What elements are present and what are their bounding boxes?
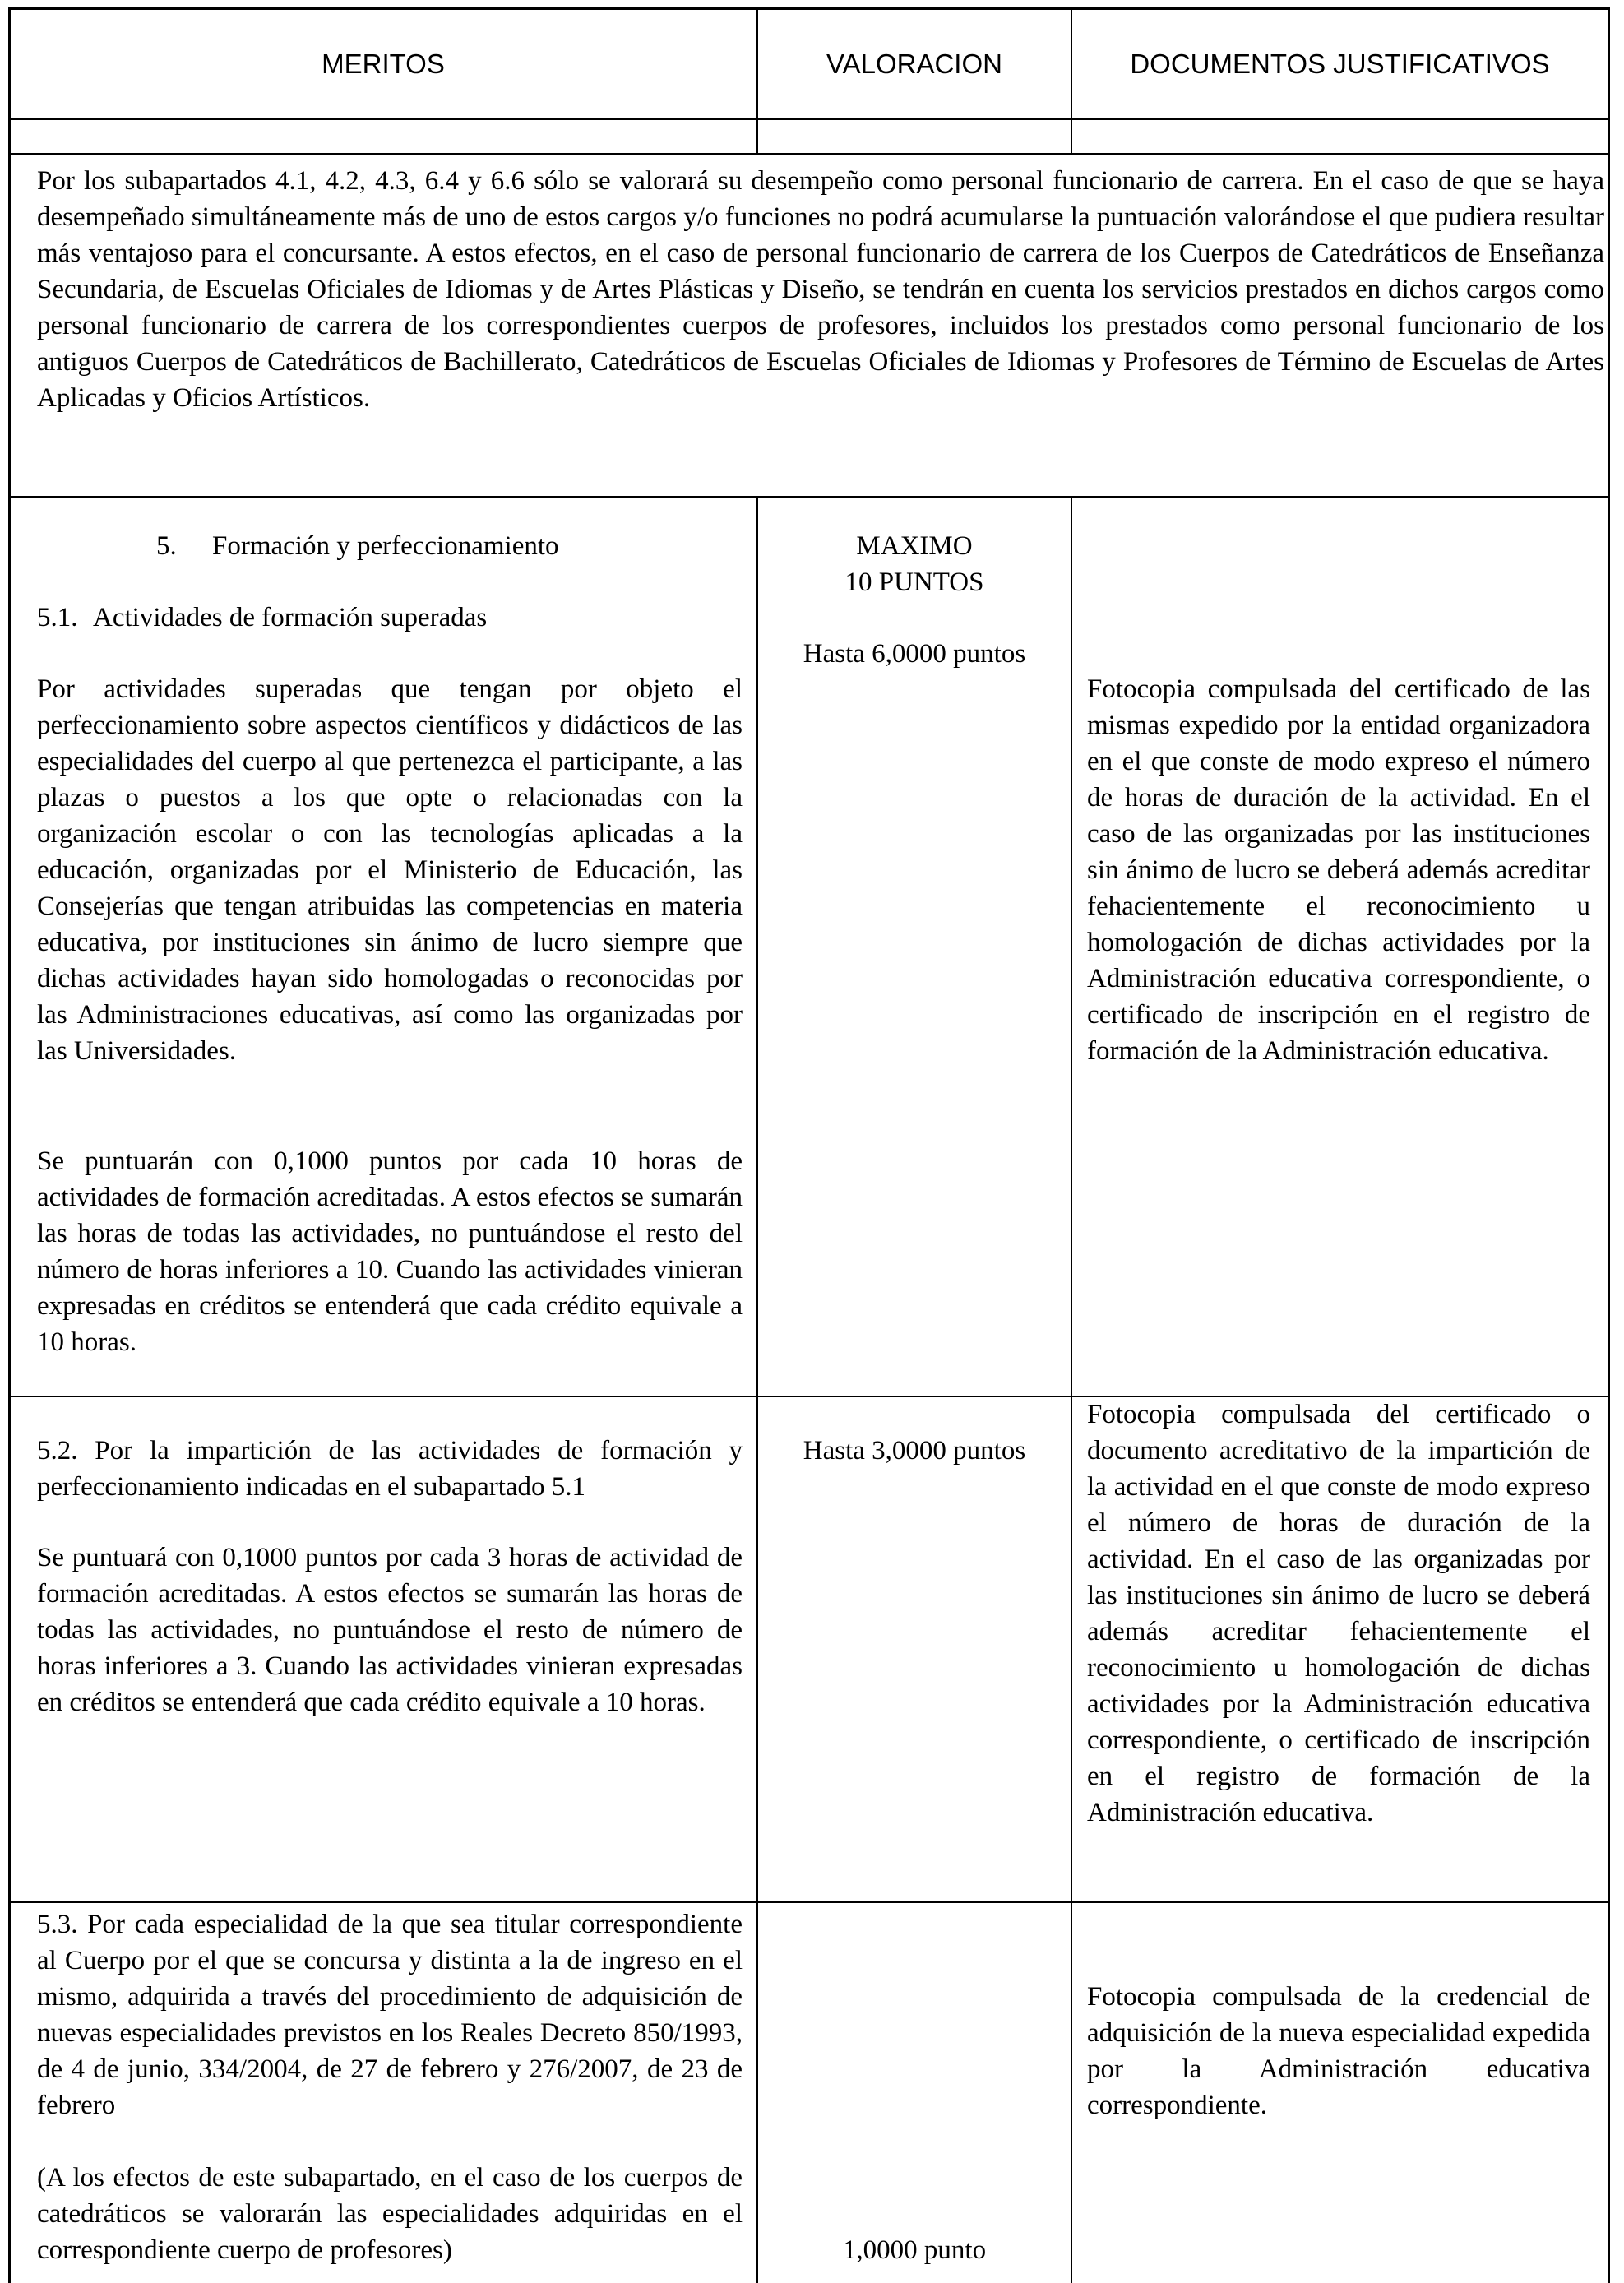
row-divider-5-2: [8, 1901, 1609, 1903]
subsection-5-1-heading: [37, 600, 744, 636]
documents-5-2: Fotocopia compulsada del certificado o documento acreditativo de la impartición de la actividad en el que conste de modo expreso el número de horas de duración de la actividad. En el caso de las organizadas por las instituciones sin ánimo de lucro se deberá además acreditar fehacientemente el reconocimiento u homologación de dichas actividades por la Administración educativa correspondiente, o certificado de inscripción en el registro de formación de la Administración educativa.: [1087, 1400, 1590, 1827]
note-paragraph: Por los subapartados 4.1, 4.2, 4.3, 6.4 y 6.6 sólo se valorará su desempeño como personal funcionario de carrera. En el caso de que se haya desempeñado simultáneamente más de uno de estos cargos y/o funciones no podrá acumularse la puntuación valorándose el que pudiera resultar más ventajoso para el concursante. A estos efectos, en el caso de personal funcionario de carrera de los Cuerpos de Catedráticos de Enseñanza Secundaria, de Escuelas Oficiales de Idiomas y de Artes Plásticas y Diseño, se tendrán en cuenta los servicios prestados en dichos cargos como personal funcionario de carrera de los correspondientes cuerpos de profesores, incluidos los prestados como personal funcionario de los antiguos Cuerpos de Catedráticos de Bachillerato, Catedráticos de Escuelas Oficiales de Idiomas y Profesores de Término de Escuelas de Artes Aplicadas y Oficios Artísticos.: [37, 166, 1604, 413]
header-valoracion: VALORACION: [826, 49, 1002, 79]
subsection-5-1-description: Por actividades superadas que tengan por objeto el perfeccionamiento sobre aspectos científicos y didácticos de las especialidades del cuerpo al que pertenezca el participante, a las plazas o puestos a los que opte o relacionadas con la organización escolar o con las tecnologías aplicadas a la educación, organizadas por el Ministerio de Educación, las Consejerías que tengan atribuidas las competencias en materia educativa, por instituciones sin ánimo de lucro siempre que dichas actividades hayan sido homologadas o reconocidas por las Administraciones educativas, así como las organizadas por las Universidades.: [37, 674, 743, 1066]
subsection-5-2-title: 5.2. Por la impartición de las actividades de formación y perfeccionamiento indicadas en el subapartado 5.1: [37, 1436, 743, 1502]
subsection-5-3-title: 5.3. Por cada especialidad de la que sea titular correspondiente al Cuerpo por el que se concursa y distinta a la de ingreso en el mismo, adquirida a través del procedimiento de adquisición de nuevas especialidades previstos en los Reales Decreto 850/1993, de 4 de junio, 334/2004, de 27 de febrero y 276/2007, de 23 de febrero: [37, 1910, 743, 2120]
max-line-1: MAXIMO: [856, 531, 973, 561]
header-meritos: MERITOS: [322, 49, 445, 79]
subsection-5-2-rule: Se puntuará con 0,1000 puntos por cada 3 horas de actividad de formación acreditadas. A estos efectos se sumarán las horas de todas las actividades, no puntuándose el resto de número de horas inferiores a 3. Cuando las actividades vinieran expresadas en créditos se entenderá que cada crédito equivale a 10 horas.: [37, 1543, 743, 1717]
section-5-heading: [156, 528, 748, 564]
spacer-row-divider: [8, 153, 1609, 155]
subsection-5-3-note: (A los efectos de este subapartado, en el caso de los cuerpos de catedráticos se valorarán las especialidades adquiridas en el correspondiente cuerpo de profesores): [37, 2163, 743, 2265]
header-divider: [8, 118, 1609, 120]
subsection-5-1-rule: Se puntuarán con 0,1000 puntos por cada 10 horas de actividades de formación acreditadas. A estos efectos se sumarán las horas de todas las actividades, no puntuándose el resto del número de horas inferiores a 10. Cuando las actividades vinieran expresadas en créditos se entenderá que cada crédito equivale a 10 horas.: [37, 1146, 743, 1357]
column-divider-1: [756, 496, 758, 2283]
subsection-5-1-title: Actividades de formación superadas: [93, 603, 488, 632]
table-border-top: [8, 7, 1609, 10]
valoracion-5-1: Hasta 6,0000 puntos: [803, 639, 1026, 669]
column-divider-2: [1071, 496, 1072, 2283]
documents-5-3: Fotocopia compulsada de la credencial de adquisición de la nueva especialidad expedida por la Administración educativa correspondiente.: [1087, 1982, 1590, 2120]
header-documentos: DOCUMENTOS JUSTIFICATIVOS: [1130, 49, 1550, 79]
valoracion-5-3: 1,0000 punto: [842, 2235, 987, 2265]
section-5-number: 5.: [156, 531, 177, 561]
subsection-5-1-number: 5.1.: [37, 603, 78, 632]
valoracion-5-2: Hasta 3,0000 puntos: [803, 1436, 1026, 1466]
documents-5-1: Fotocopia compulsada del certificado de las mismas expedido por la entidad organizadora en el que conste de modo expreso el número de horas de duración de la actividad. En el caso de las organizadas por las instituciones sin ánimo de lucro se deberá además acreditar fehacientemente el reconocimiento u homologación de dichas actividades por la Administración educativa correspondiente, o certificado de inscripción en el registro de formación de la Administración educativa.: [1087, 674, 1590, 1066]
table-border-left: [8, 7, 11, 2283]
max-line-2: 10 PUNTOS: [844, 567, 984, 597]
table-border-right: [1608, 7, 1610, 2283]
note-row-divider: [8, 496, 1609, 498]
section-5-title: Formación y perfeccionamiento: [212, 531, 559, 561]
